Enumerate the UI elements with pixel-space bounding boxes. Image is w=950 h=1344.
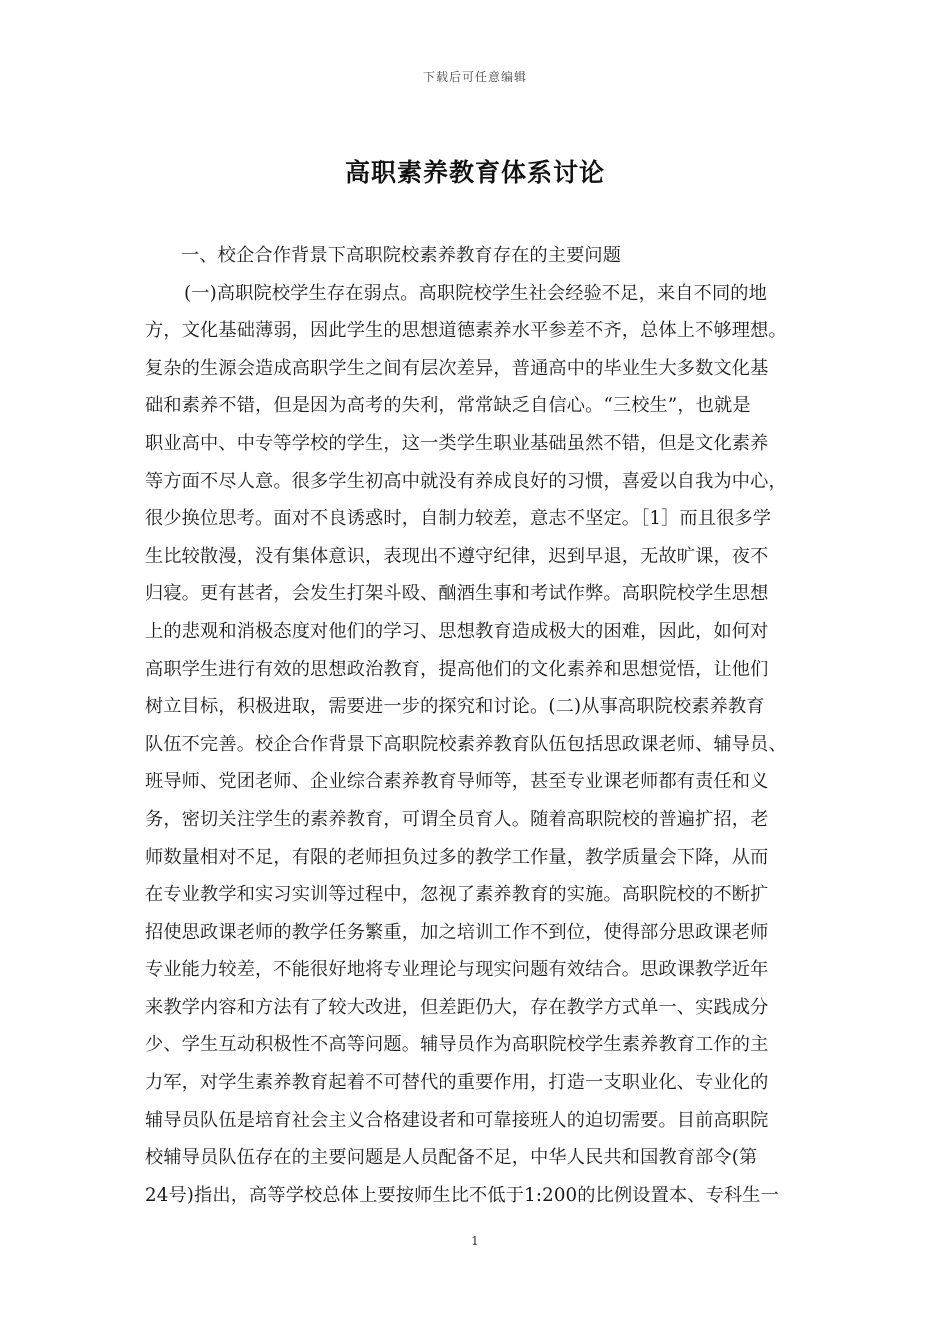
paragraph-line: 等方面不尽人意。很多学生初高中就没有养成良好的习惯，喜爱以自我为中心，: [145, 470, 787, 492]
paragraph-line: 招使思政课老师的教学任务繁重，加之培训工作不到位，使得部分思政课老师: [145, 921, 769, 943]
paragraph-line: 上的悲观和消极态度对他们的学习、思想教育造成极大的困难，因此，如何对: [145, 620, 769, 642]
paragraph-line: 队伍不完善。校企合作背景下高职院校素养教育队伍包括思政课老师、辅导员、: [145, 733, 787, 755]
paragraph-line: 务，密切关注学生的素养教育，可谓全员育人。随着高职院校的普遍扩招，老: [145, 808, 769, 830]
paragraph-line: 很少换位思考。面对不良诱惑时，自制力较差，意志不坚定。［1］而且很多学: [145, 508, 772, 530]
section-heading: 一、校企合作背景下高职院校素养教育存在的主要问题: [181, 245, 622, 266]
paragraph-line: 辅导员队伍是培育社会主义合格建设者和可靠接班人的迫切需要。目前高职院: [145, 1109, 769, 1131]
paragraph-line: 高职学生进行有效的思想政治教育，提高他们的文化素养和思想觉悟，让他们: [145, 658, 769, 680]
paragraph-line: (一)高职院校学生存在弱点。高职院校学生社会经验不足，来自不同的地: [184, 282, 767, 304]
paragraph-line: 24号)指出，高等学校总体上要按师生比不低于1:200的比例设置本、专科生一: [145, 1184, 779, 1206]
document-body: [145, 237, 805, 1214]
paragraph-line: 础和素养不错，但是因为高考的失利，常常缺乏自信心。“三校生”，也就是: [145, 395, 751, 417]
page-header-note: 下载后可任意编辑: [422, 70, 527, 84]
page-number: 1: [471, 1234, 479, 1248]
paragraph-line: 树立目标，积极进取，需要进一步的探究和讨论。(二)从事高职院校素养教育: [145, 696, 765, 718]
paragraph-line: 力军，对学生素养教育起着不可替代的重要作用，打造一支职业化、专业化的: [145, 1072, 769, 1094]
paragraph-line: 校辅导员队伍存在的主要问题是人员配备不足，中华人民共和国教育部令(第: [145, 1147, 758, 1169]
paragraph-line: 在专业教学和实习实训等过程中，忽视了素养教育的实施。高职院校的不断扩: [145, 884, 769, 906]
paragraph-line: 职业高中、中专等学校的学生，这一类学生职业基础虽然不错，但是文化素养: [145, 432, 769, 454]
paragraph-line: 生比较散漫，没有集体意识，表现出不遵守纪律，迟到早退，无故旷课，夜不: [145, 545, 769, 567]
paragraph-line: 少、学生互动积极性不高等问题。辅导员作为高职院校学生素养教育工作的主: [145, 1034, 769, 1056]
paragraph-line: 班导师、党团老师、企业综合素养教育导师等，甚至专业课老师都有责任和义: [145, 771, 769, 793]
paragraph-line: 方，文化基础薄弱，因此学生的思想道德素养水平参差不齐，总体上不够理想。: [145, 320, 787, 342]
paragraph-line: 复杂的生源会造成高职学生之间有层次差异，普通高中的毕业生大多数文化基: [145, 357, 769, 379]
paragraph-line: 来教学内容和方法有了较大改进，但差距仍大，存在教学方式单一、实践成分: [145, 996, 769, 1018]
paragraph-line: 专业能力较差，不能很好地将专业理论与现实问题有效结合。思政课教学近年: [145, 959, 769, 981]
paragraph-line: 归寝。更有甚者，会发生打架斗殴、酗酒生事和考试作弊。高职院校学生思想: [145, 583, 769, 605]
document-title: 高职素养教育体系讨论: [344, 158, 605, 187]
paragraph-line: 师数量相对不足，有限的老师担负过多的教学工作量，教学质量会下降，从而: [145, 846, 769, 868]
